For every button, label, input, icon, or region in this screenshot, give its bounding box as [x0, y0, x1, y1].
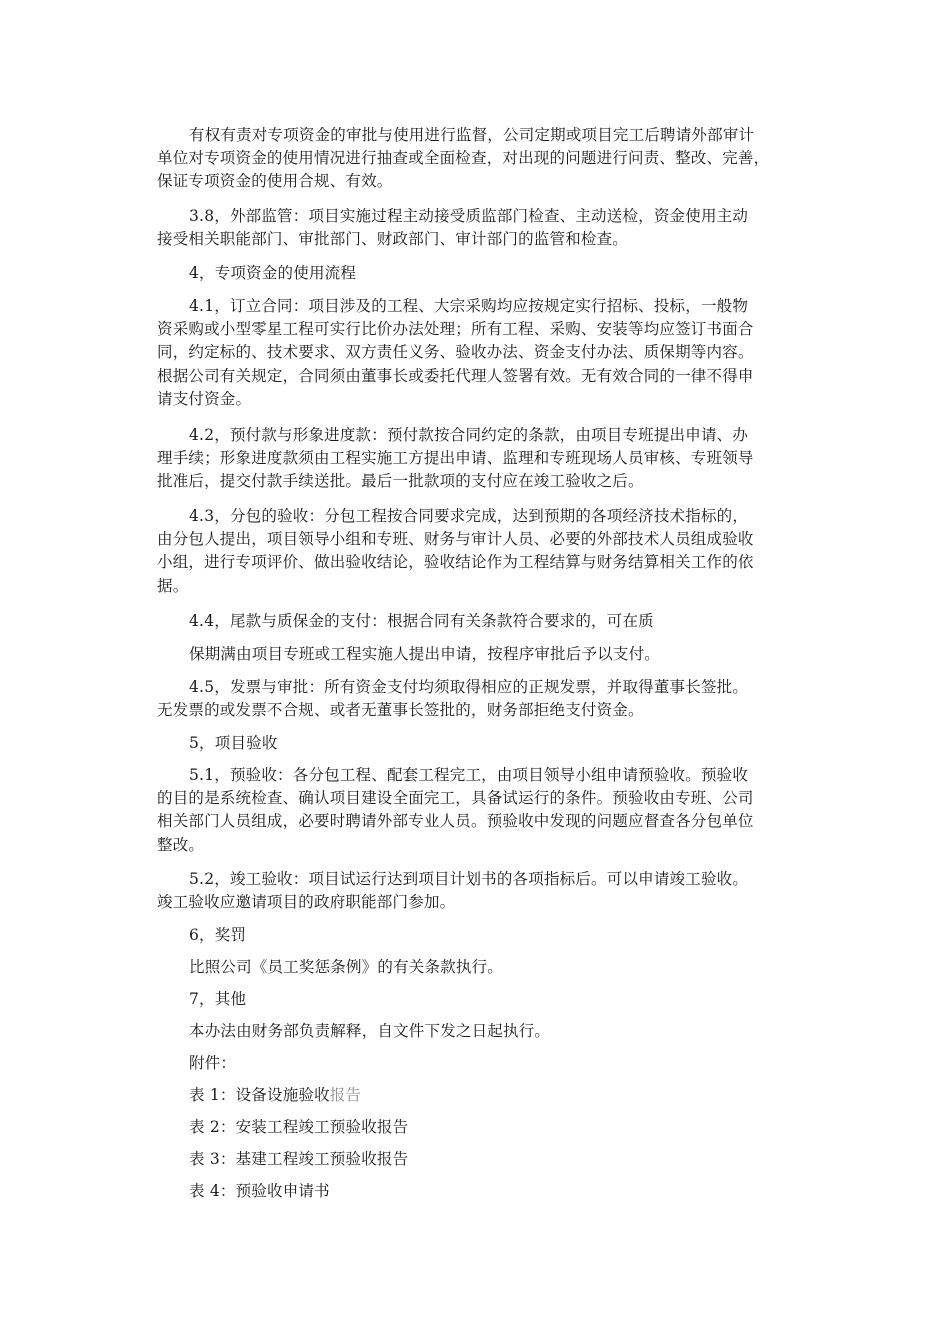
- text-line: 由分包人提出，项目领导小组和专班、财务与审计人员、必要的外部技术人员组成验收: [157, 530, 754, 549]
- text-line: 单位对专项资金的使用情况进行抽查或全面检查，对出现的问题进行问责、整改、完善，: [157, 149, 770, 168]
- attachment-item: [189, 1116, 408, 1139]
- attachment-item: [189, 1180, 330, 1203]
- paragraph-4-5-invoice-approval: [157, 676, 809, 722]
- heading-attachments: [157, 1052, 809, 1075]
- text-line: 相关部门人员组成，必要时聘请外部专业人员。预验收中发现的问题应督查各分包单位: [157, 812, 754, 831]
- text-line: 5.1，预验收：各分包工程、配套工程完工，由项目领导小组申请预验收。预验收: [189, 766, 749, 784]
- paragraph-4-2-advance-payment: [157, 424, 809, 494]
- attachment-item: [189, 1084, 361, 1107]
- paragraph-supervision: [157, 124, 809, 194]
- text-line: 3.8，外部监管：项目实施过程主动接受质监部门检查、主动送检，资金使用主动: [189, 207, 749, 225]
- heading-5-project-acceptance: [157, 732, 809, 755]
- paragraph-4-1-contract: [157, 295, 809, 411]
- text-line: 保期满由项目专班或工程实施人提出申请，按程序审批后予以支付。: [189, 645, 661, 663]
- text-line: 4.1，订立合同：项目涉及的工程、大宗采购均应按规定实行招标、投标，一般物: [189, 297, 749, 315]
- heading-text: 附件：: [189, 1054, 237, 1072]
- attachment-title: 表 2：安装工程竣工预验收报告: [189, 1118, 409, 1136]
- text-line: 有权有责对专项资金的审批与使用进行监督，公司定期或项目完工后聘请外部审计: [189, 126, 755, 144]
- heading-4-fund-usage-process: [157, 262, 809, 285]
- text-line: 同，约定标的、技术要求、双方责任义务、验收办法、资金支付办法、质保期等内容。: [157, 343, 754, 362]
- text-line: 4.3，分包的验收：分包工程按合同要求完成，达到预期的各项经济技术指标的，: [189, 507, 749, 525]
- text-line: 据。: [157, 576, 189, 595]
- attachment-item: [189, 1148, 408, 1171]
- heading-7-other: [157, 988, 809, 1011]
- text-line: 请支付资金。: [157, 389, 252, 408]
- heading-text: 6，奖罚: [189, 926, 247, 944]
- paragraph-interpretation: [157, 1020, 809, 1043]
- text-line: 竣工验收应邀请项目的政府职能部门参加。: [157, 893, 456, 912]
- text-line: 整改。: [157, 835, 205, 854]
- text-line: 4.2，预付款与形象进度款：预付款按合同约定的条款，由项目专班提出申请、办: [189, 426, 749, 444]
- paragraph-4-4-continued: [157, 643, 809, 666]
- text-line: 5.2，竣工验收：项目试运行达到项目计划书的各项指标后。可以申请竣工验收。: [189, 870, 749, 888]
- text-line: 保证专项资金的使用合规、有效。: [157, 172, 393, 191]
- text-line: 本办法由财务部负责解释，自文件下发之日起执行。: [189, 1022, 551, 1040]
- heading-text: 4，专项资金的使用流程: [189, 264, 357, 282]
- text-line: 批准后，提交付款手续送批。最后一批款项的支付应在竣工验收之后。: [157, 472, 644, 491]
- text-line: 小组，进行专项评价、做出验收结论，验收结论作为工程结算与财务结算相关工作的依: [157, 553, 754, 572]
- heading-text: 7，其他: [189, 990, 247, 1008]
- text-line: 的目的是系统检查、确认项目建设全面完工，具备试运行的条件。预验收由专班、公司: [157, 789, 754, 808]
- text-line: 无发票的或发票不合规、或者无董事长签批的，财务部拒绝支付资金。: [157, 701, 644, 720]
- text-line: 4.4，尾款与质保金的支付：根据合同有关条款符合要求的，可在质: [189, 612, 654, 630]
- text-line: 理手续；形象进度款须由工程实施工方提出申请、监理和专班现场人员审核、专班领导: [157, 449, 754, 468]
- paragraph-4-3-subcontract-acceptance: [157, 505, 809, 598]
- paragraph-rewards-reference: [157, 956, 809, 979]
- paragraph-5-2-completion-acceptance: [157, 868, 809, 914]
- heading-text: 5，项目验收: [189, 734, 278, 752]
- attachment-title: 表 4：预验收申请书: [189, 1182, 330, 1200]
- heading-6-rewards-penalties: [157, 924, 809, 947]
- attachment-title-suffix: 报告: [329, 1086, 362, 1104]
- text-line: 比照公司《员工奖惩条例》的有关条款执行。: [189, 958, 504, 976]
- text-line: 资采购或小型零星工程可实行比价办法处理；所有工程、采购、安装等均应签订书面合: [157, 320, 754, 339]
- paragraph-4-4-final-payment: [157, 610, 809, 633]
- attachment-title: 表 1：设备设施验收: [189, 1086, 330, 1104]
- text-line: 根据公司有关规定，合同须由董事长或委托代理人签署有效。无有效合同的一律不得申: [157, 366, 754, 385]
- paragraph-5-1-pre-acceptance: [157, 764, 809, 857]
- text-line: 4.5，发票与审批：所有资金支付均须取得相应的正规发票，并取得董事长签批。: [189, 678, 749, 696]
- text-line: 接受相关职能部门、审批部门、财政部门、审计部门的监管和检查。: [157, 230, 629, 249]
- attachment-title: 表 3：基建工程竣工预验收报告: [189, 1150, 409, 1168]
- paragraph-3-8-external-supervision: [157, 205, 809, 251]
